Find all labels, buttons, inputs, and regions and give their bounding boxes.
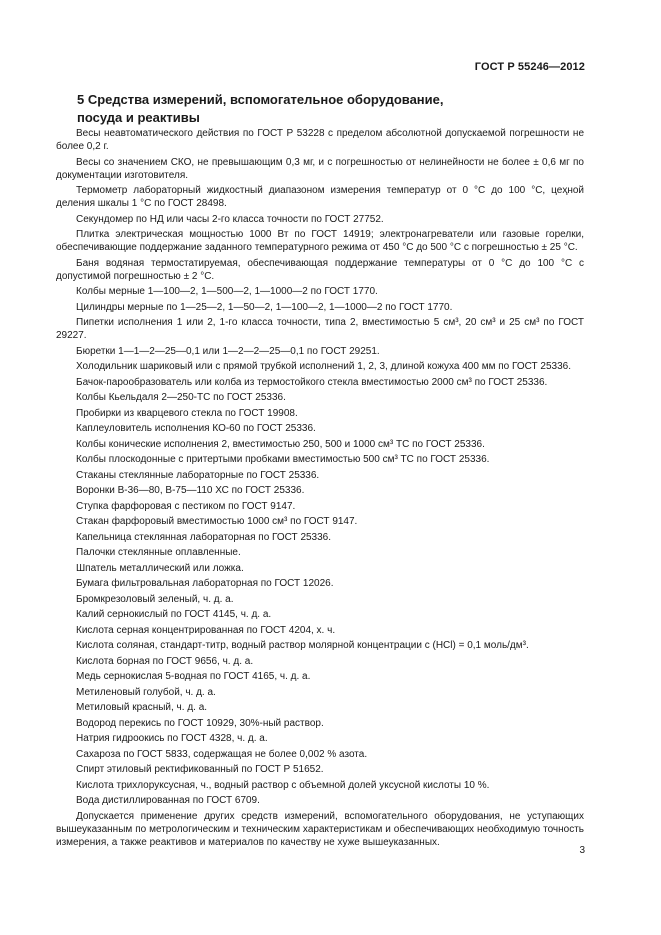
page-number: 3	[579, 845, 585, 856]
paragraph: Стакан фарфоровый вместимостью 1000 см³ по ГОСТ 9147.	[76, 516, 358, 527]
paragraph: Весы со значением СКО, не превышающим 0,3 мг, и с погрешностью от нелинейности не более ± 0,6 мг по документации изготовителя.	[56, 156, 584, 181]
paragraph: Плитка электрическая мощностью 1000 Вт по ГОСТ 14919; электронагреватели или газовые горелки, обеспечивающие поддержание заданного температурного режима от 450 °С до 500 °С с погрешностью ± 25 °С.	[56, 229, 584, 253]
paragraph: Бумага фильтровальная лабораторная по ГОСТ 12026.	[76, 578, 334, 589]
paragraph: Стаканы стеклянные лабораторные по ГОСТ 25336.	[76, 469, 320, 481]
paragraph: Ступка фарфоровая с пестиком по ГОСТ 9147.	[76, 500, 296, 512]
paragraph: Баня водяная термостатируемая, обеспечивающая поддержание температуры от 0 °С до 100 °С с допустимой погрешностью ± 2 °С.	[56, 257, 584, 282]
paragraph: Воронки В-36—80, В-75—110 ХС по ГОСТ 25336.	[76, 485, 305, 496]
section-title-line-1: 5 Средства измерений, вспомогательное оборудование,	[77, 92, 444, 107]
paragraph: Холодильник шариковый или с прямой трубкой исполнений 1, 2, 3, длиной кожуха 400 мм по ГОСТ 25336.	[76, 361, 571, 372]
paragraph: Колбы конические исполнения 2, вместимостью 250, 500 и 1000 см³ ТС по ГОСТ 25336.	[76, 438, 485, 450]
section-title-line-2: посуда и реактивы	[77, 110, 200, 125]
paragraph: Шпатель металлический или ложка.	[76, 562, 244, 574]
paragraph: Пипетки исполнения 1 или 2, 1-го класса точности, типа 2, вместимостью 5 см³, 20 см³ и 25 см³ по ГОСТ 29227.	[56, 317, 584, 341]
paragraph: Медь сернокислая 5-водная по ГОСТ 4165, ч. д. а.	[76, 671, 311, 682]
paragraph: Колбы мерные 1—100—2, 1—500—2, 1—1000—2 по ГОСТ 1770.	[76, 286, 378, 297]
paragraph: Метиловый красный, ч. д. а.	[76, 702, 208, 713]
paragraph: Каплеуловитель исполнения КО-60 по ГОСТ 25336.	[76, 423, 316, 434]
paragraph: Кислота борная по ГОСТ 9656, ч. д. а.	[76, 655, 254, 667]
section-title	[77, 91, 497, 127]
paragraph: Сахароза по ГОСТ 5833, содержащая не более 0,002 % азота.	[76, 748, 368, 760]
paragraph: Водород перекись по ГОСТ 10929, 30%-ный раствор.	[76, 717, 324, 729]
paragraph: Натрия гидроокись по ГОСТ 4328, ч. д. а.	[76, 733, 268, 744]
paragraph: Палочки стеклянные оплавленные.	[76, 547, 241, 558]
paragraph: Спирт этиловый ректификованный по ГОСТ Р 51652.	[76, 764, 324, 775]
paragraph: Допускается применение других средств измерений, вспомогательного оборудования, не уступающих вышеуказанным по метрологическим и техническим характеристикам и обеспечивающих необходимую точность измерения, а также реактивов и материалов по качеству не хуже вышеуказанных.	[56, 810, 584, 848]
paragraph: Вода дистиллированная по ГОСТ 6709.	[76, 795, 260, 806]
paragraph: Пробирки из кварцевого стекла по ГОСТ 19908.	[76, 407, 298, 419]
standard-number: ГОСТ Р 55246—2012	[474, 61, 585, 73]
paragraph: Бюретки 1—1—2—25—0,1 или 1—2—2—25—0,1 по ГОСТ 29251.	[76, 345, 380, 357]
document-body	[56, 127, 584, 851]
paragraph: Бромкрезоловый зеленый, ч. д. а.	[76, 593, 234, 605]
paragraph: Термометр лабораторный жидкостный диапазоном измерения температур от 0 °С до 100 °С, цеҳной деления шкалы 1 °С по ГОСТ 28498.	[56, 185, 584, 209]
paragraph: Весы неавтоматического действия по ГОСТ Р 53228 с пределом абсолютной допускаемой погрешности не более 0,2 г.	[56, 128, 584, 152]
paragraph: Метиленовый голубой, ч. д. а.	[76, 686, 216, 698]
paragraph: Кислота соляная, стандарт-титр, водный раствор молярной концентрации с (HCl) = 0,1 моль/дм³.	[76, 640, 529, 651]
paragraph: Капельница стеклянная лабораторная по ГОСТ 25336.	[76, 531, 332, 543]
paragraph: Секундомер по НД или часы 2-го класса точности по ГОСТ 27752.	[76, 213, 384, 225]
paragraph: Цилиндры мерные по 1—25—2, 1—50—2, 1—100—2, 1—1000—2 по ГОСТ 1770.	[76, 301, 453, 313]
paragraph: Колбы плоскодонные с притертыми пробками вместимостью 500 см³ ТС по ГОСТ 25336.	[76, 454, 490, 465]
paragraph: Кислота серная концентрированная по ГОСТ 4204, х. ч.	[76, 624, 336, 636]
paragraph: Колбы Кьельдаля 2—250-ТС по ГОСТ 25336.	[76, 392, 286, 403]
paragraph: Бачок-парообразователь или колба из термостойкого стекла вместимостью 2000 см³ по ГОСТ 25336.	[76, 376, 548, 388]
paragraph: Кислота трихлоруксусная, ч., водный раствор с объемной долей уксусной кислоты 10 %.	[76, 779, 490, 791]
paragraph: Калий сернокислый по ГОСТ 4145, ч. д. а.	[76, 609, 272, 620]
